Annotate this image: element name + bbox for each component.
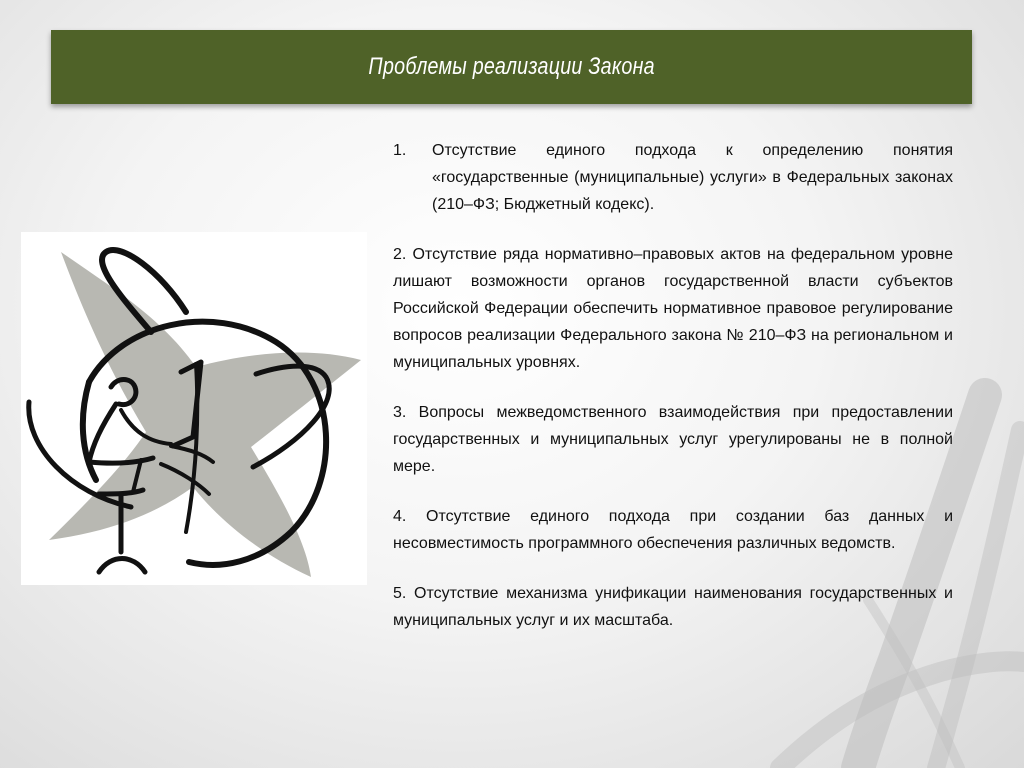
list-item xyxy=(393,137,953,218)
slide-title: Проблемы реализации Закона xyxy=(368,53,655,80)
title-bar xyxy=(51,30,972,104)
list-item: 4. Отсутствие единого подхода при создании баз данных и несовместимость программного обеспечения различных ведомств. xyxy=(393,508,953,552)
list-item: 2. Отсутствие ряда нормативно–правовых актов на федеральном уровне лишают возможности органов государственной власти субъектов Российской Федерации обеспечить нормативное правовое регулирование вопросов реализации Федерального закона № 210–ФЗ на региональном и муниципальных уровнях. xyxy=(393,246,953,371)
list-item: 3. Вопросы межведомственного взаимодействия при предоставлении государственных и муниципальных услуг урегулированы не в полной мере. xyxy=(393,404,953,475)
list-item: 5. Отсутствие механизма унификации наименования государственных и муниципальных услуг и их масштаба. xyxy=(393,585,953,629)
list-item-text: Отсутствие единого подхода к определению понятия «государственные (муниципальные) услуги» в Федеральных законах (210–ФЗ; Бюджетный кодекс). xyxy=(432,142,953,213)
list-item-number: 1. xyxy=(393,142,407,159)
background-shape xyxy=(49,252,361,577)
illustration xyxy=(21,232,367,585)
problems-list xyxy=(393,137,953,657)
person-at-computer-globe-illustration xyxy=(21,232,367,585)
